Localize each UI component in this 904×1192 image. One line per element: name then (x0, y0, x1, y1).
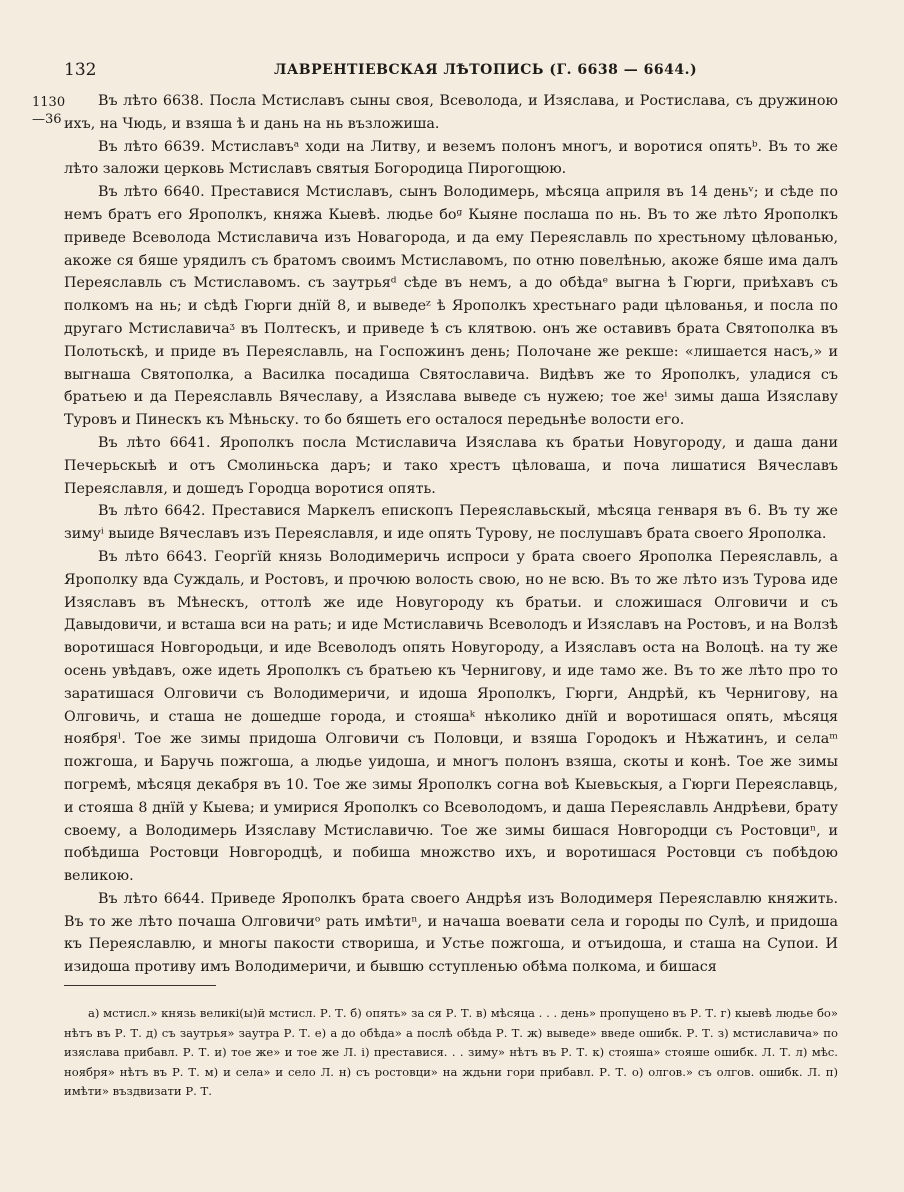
footnote-divider (64, 985, 216, 986)
margin-years: 1130 —36 (32, 95, 66, 127)
paragraph-6642: Въ лѣто 6642. Преставися Маркелъ епископъ Переяславьскый, мѣсяца генваря въ 6. Въ ту же зимуⁱ выиде Вячеславъ изъ Переяславля, и иде опять Турову, не послушавъ брата своего Ярополка. (64, 503, 838, 543)
page-header (64, 60, 824, 84)
footnotes (64, 1004, 838, 1102)
footnote-block: а) мстисл.» князь великi(ы)й мстисл. Р. Т. б) опять» за ся Р. Т. в) мѣсяца . . . день» пропущено въ Р. Т. г) кыевѣ людье бо» нѣтъ въ Р. Т. д) съ заутрья» заутра Р. Т. е) а до обѣда» а послѣ обѣда Р. Т. ж) выведе» введе ошибк. Р. Т. з) мстиславича» по изяслава прибавл. Р. Т. и) тое же» и тое же Л. і) преставися. . . зиму» нѣтъ въ Р. Т. к) стояша» стояше ошибк. Л. Т. л) мѣс. ноября» нѣтъ въ Р. Т. м) и села» и село Л. н) съ ростовци» на ждьни гори прибавл. Р. Т. о) олгов.» съ олгов. ошибк. Л. п) имѣти» въздвизати Р. Т. (64, 1006, 838, 1098)
paragraph-6640: Въ лѣто 6640. Преставися Мстиславъ, сынъ Володимерь, мѣсяца априля въ 14 деньᵛ; и сѣде по немъ братъ его Ярополкъ, княжа Кыевѣ. людье боᵍ Кыяне послаша по нь. Въ то же лѣто Ярополкъ приведе Всеволода Мстиславича изъ Новагорода, и да ему Переяславль по хрестьному цѣлованью, акоже ся бяше урядилъ съ братомъ своимъ Мстиславомъ, по отню повелѣнью, акоже бяше има далъ Переяславль съ Мстиславомъ. съ заутрьяᵈ сѣде въ немъ, а до обѣдаᵉ выгна ѣ Гюрги, приѣхавъ съ полкомъ на нь; и сѣдѣ Гюрги днїй 8, и выведеᶻ ѣ Ярополкъ хрестьнаго ради цѣлованья, и посла по другаго Мстиславичаᶾ въ Полтескъ, и приведе ѣ съ клятвою. онъ же оставивъ брата Святополка въ Полотьскѣ, и приде въ Переяславль, на Госпожинъ день; Полочане же рекше: «лишается насъ,» и выгнаша Святополка, а Василка посадиша Святославича. Видѣвъ же то Ярополкъ, уладися съ братьею и да Переяславль Вячеславу, а Изяслава выведе съ нужею; тое жеⁱ зимы даша Изяславу Туровъ и Пинескъ къ Мѣньску. то бо бяшеть его осталося передьнѣе волости его. (64, 184, 838, 429)
running-title: ЛАВРЕНТІЕВСКАЯ ЛѢТОПИСЬ (Г. 6638 — 6644.) (274, 62, 698, 78)
paragraph-6639: Въ лѣто 6639. Мстиславъᵃ ходи на Литву, и веземъ полонъ многъ, и воротися опятьᵇ. Въ то же лѣто заложи церковь Мстиславъ святыя Богородица Пирогощюю. (64, 138, 838, 178)
page-number: 132 (64, 60, 97, 80)
paragraph-6644: Въ лѣто 6644. Приведе Ярополкъ брата своего Андрѣя изъ Володимеря Переяславлю княжить. Въ то же лѣто почаша Олговичиᵒ рать имѣтиⁿ, и начаша воевати села и городы по Сулѣ, и придоша къ Переяславлю, и многы пакости створиша, и Устье пожгоша, и отъидоша, и сташа на Супои. И изидоша противу имъ Володимеричи, и бывшю сступленью обѣма полкома, и бишася (64, 890, 838, 976)
paragraph-6641: Въ лѣто 6641. Ярополкъ посла Мстиславича Изяслава къ братьи Новугороду, и даша дани Печерьскыѣ и отъ Смолиньска даръ; и тако хрестъ цѣловаша, и поча лишатися Вячеславъ Переяславля, и дошедъ Городца воротися опять. (64, 434, 838, 497)
chronicle-text (64, 90, 838, 979)
paragraph-6638: Въ лѣто 6638. Посла Мстиславъ сыны своя, Всеволода, и Изяслава, и Ростислава, съ дружиною ихъ, на Чюдь, и взяша ѣ и дань на нь възложиша. (64, 93, 838, 132)
paragraph-6643: Въ лѣто 6643. Георгїй князь Володимеричь испроси у брата своего Ярополка Переяславль, а Ярополку вда Суждаль, и Ростовъ, и прочюю волость свою, но не всю. Въ то же лѣто изъ Турова иде Изяславъ въ Мѣнескъ, оттолѣ же иде Новугороду къ братьи. и сложишася Олговичи и съ Давыдовичи, и всташа вси на рать; и иде Мстиславичь Всеволодъ и Изяславъ на Ростовъ, и на Волзѣ воротишася Новгородьци, и иде Всеволодъ опять Новугороду, а Изяславъ оста на Волоцѣ. на ту же осень увѣдавъ, оже идеть Ярополкъ съ братьею къ Чернигову, и иде тамо же. Въ то же лѣто про то заратишася Олговичи съ Володимеричи, и идоша Ярополкъ, Гюрги, Андрѣй, къ Чернигову, на Олговичь, и сташа не дошедше города, и стояшаᵏ нѣколико днїй и воротишася опять, мѣсяця ноябряˡ. Тое же зимы придоша Олговичи съ Половци, и взяша Городокъ и Нѣжатинъ, и селаᵐ пожгоша, и Баручь пожгоша, а людье уидоша, и многъ полонъ взяша, скоты и конѣ. Тое же зимы погремѣ, мѣсяця декабря въ 10. Тое же зимы Ярополкъ согна воѣ Кыевьскыя, а Гюрги Переяславць, и стояша 8 днїй у Кыева; и умирися Ярополкъ со Всеволодомъ, и даша Переяславль Андрѣеви, брату своему, а Володимерь Изяславу Мстиславичю. Тое же зимы бишася Новгородци съ Ростовциⁿ, и побѣдиша Ростовци Новгородцѣ, и побиша множство ихъ, и воротишася Ростовци съ побѣдою великою. (64, 548, 838, 885)
